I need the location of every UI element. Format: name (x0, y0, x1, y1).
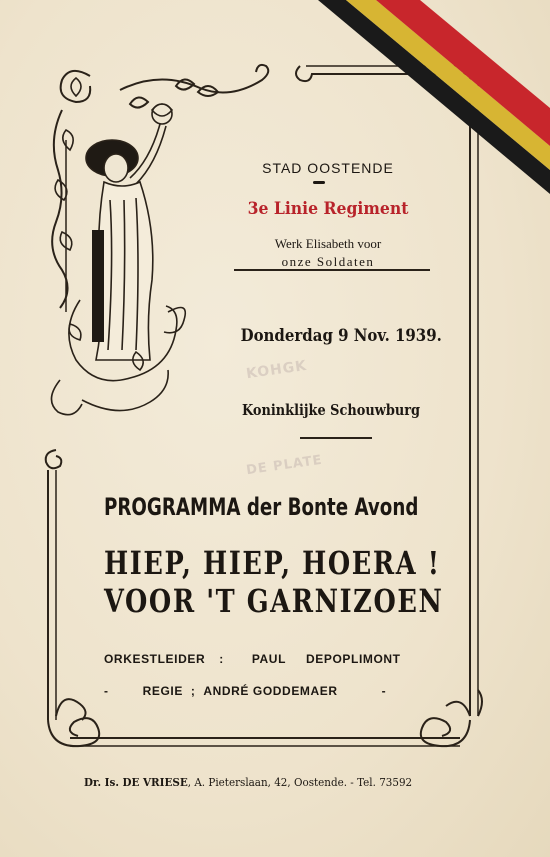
director-name: ANDRÉ GODDEMAER (203, 684, 338, 698)
divider-dot (313, 181, 325, 184)
printer-address: , A. Pieterslaan, 42, Oostende. - Tel. 73592 (187, 775, 413, 789)
conductor-last-name: DEPOPLIMONT (306, 652, 401, 666)
printer-footer (84, 775, 412, 789)
charity-line-2: onze Soldaten (281, 254, 375, 269)
conductor-credit (104, 652, 401, 666)
show-title-line-1: HIEP, HIEP, HOERA ! (104, 544, 441, 582)
director-separator: ; (190, 684, 196, 698)
printer-name: Dr. Is. DE VRIESE (84, 775, 188, 789)
show-title-line-2: VOOR 'T GARNIZOEN (104, 582, 444, 620)
director-credit (104, 684, 386, 698)
divider-rule (300, 437, 372, 439)
event-date: Donderdag 9 Nov. 1939. (240, 326, 442, 346)
divider-rule (234, 269, 430, 271)
city-heading: STAD OOSTENDE (262, 160, 394, 176)
watermark: KOHGK (245, 357, 309, 383)
conductor-label: ORKESTLEIDER (104, 652, 206, 666)
watermark: DE PLATE (245, 452, 324, 479)
conductor-separator: : (219, 652, 224, 666)
dash-right: - (381, 684, 387, 698)
dash-left: - (104, 684, 109, 698)
director-label: REGIE (142, 684, 183, 698)
programme-title: PROGRAMMA der Bonte Avond (104, 493, 419, 521)
charity-line-1: Werk Elisabeth voor (274, 236, 382, 251)
event-venue: Koninklijke Schouwburg (241, 401, 421, 419)
regiment-heading: 3e Linie Regiment (247, 199, 409, 219)
conductor-first-name: PAUL (251, 652, 287, 666)
